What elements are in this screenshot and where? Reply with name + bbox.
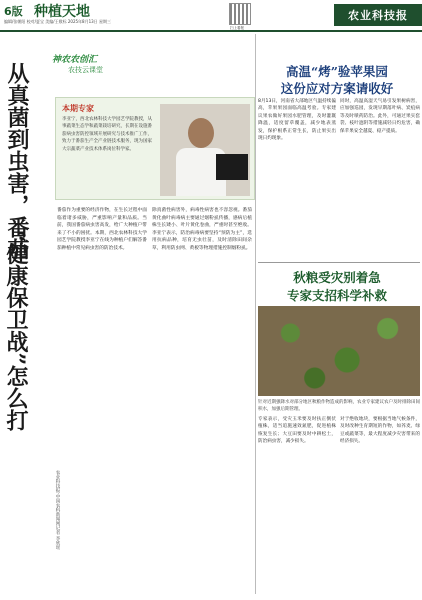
expert-intro: 李亚宁，西北农林科技大学园艺学院教授，从事蔬菜生态学和蔬菜栽培研究，长期在设施番茄病虫害防控领域开展研究与技术推广工作，致力于番茄生产全产业链技术服务，现为国家大宗蔬菜产业技术体系岗位科学家。 — [62, 117, 152, 152]
grain-article-title-line1: 秋粮受灾别着急 — [293, 270, 381, 285]
photo-caption: 针对近期强降水对部分地区秋粮作物造成的影响，农业专家建议农户及时排除田间积水，加强后期管理。 — [258, 400, 420, 412]
header-divider — [0, 30, 422, 32]
newspaper-masthead: 农业科技报 — [334, 4, 422, 26]
apple-article-title-line2: 这份应对方案请收好 — [280, 81, 394, 96]
apple-article-col2: 同时，高温高湿天气易引发果树病害，应加强巡园，发现早期落叶病、炭疽病等及时喷药防治。此外，可通过果实套袋、枝叶遮阴等措施减轻日灼危害，确保苹果安全越夏、稳产提质。 — [340, 99, 420, 134]
page-number: 6版 — [4, 5, 23, 18]
editorial-meta: 编辑/张朝阳 校对/夏宝 美编/王敬标 2025年8月13日 星期三 — [4, 19, 111, 24]
grain-article-col2: 对于绝收地块，要根据当地气候条件，及时改种生育期短的作物，如荞麦、绿豆或蔬菜等，最大程度减少灾害带来的经济损失。 — [340, 417, 420, 445]
grain-article-title-line2: 专家支招科学补救 — [286, 288, 387, 303]
qr-code-icon[interactable] — [229, 3, 251, 25]
program-logo-sub: 农技云课堂 — [68, 66, 103, 74]
article-divider — [258, 262, 420, 263]
page-header — [0, 0, 422, 46]
column-divider — [255, 34, 256, 594]
article-credit: 农业科技报·中国农科新闻网记者 李欣瑶 — [55, 470, 60, 550]
expert-heading: 本期专家 — [62, 104, 94, 113]
article-title: 从真菌到虫害，番茄 — [4, 62, 30, 260]
program-logo: 神农农创汇 — [52, 55, 98, 65]
article-column-a: 番茄作为重要的经济作物，在生长过程中面临着诸多威胁，严重影响产量和品质。当前，我国番茄病虫害高发，给广大种植户带来了不小的困扰。本期，西北农林科技大学园艺学院教授李亚宁在线为种植户们解答番茄种植中常见病虫害的防治技术。 — [57, 208, 147, 251]
apple-article-col1: 8月13日，河南省大部地区气温持续偏高，苹果果园面临高温考验。专家建议果农做好果园水肥管理，及时灌溉降温，适度留草覆盖，减少地表蒸发，保护根系正常生长，防止果实出现日灼现象。 — [258, 99, 336, 142]
expert-head — [188, 118, 214, 148]
grain-article-col1: 专家表示，受灾玉米要及时扶正倒伏植株，适当追施速效氮肥，促进植株恢复生长；大豆田要及时中耕松土，防治病虫害，减少损失。 — [258, 417, 336, 445]
laptop-icon — [216, 154, 248, 180]
article-column-b: 除真菌性病害外，病毒性病害也不容忽视。番茄黄化曲叶病毒病主要通过烟粉虱传播，感病后植株生长矮小、叶片黄化卷曲，严重时甚至绝收。李亚宁表示，防治病毒病要坚持“预防为主”，选用抗病品种，培育无虫壮苗，及时清除田间杂草，利用防虫网、黄板等物理措施控制烟粉虱。 — [152, 208, 252, 251]
expert-photo — [160, 104, 250, 196]
crop-field-photo — [258, 306, 420, 396]
apple-article-title-line1: 高温“烤”验苹果园 — [286, 64, 388, 79]
article-subtitle: “健康保卫战”怎么打 — [3, 230, 29, 432]
section-title: 种植天地 — [34, 4, 90, 20]
qr-caption: 扫上看报 — [230, 26, 244, 30]
